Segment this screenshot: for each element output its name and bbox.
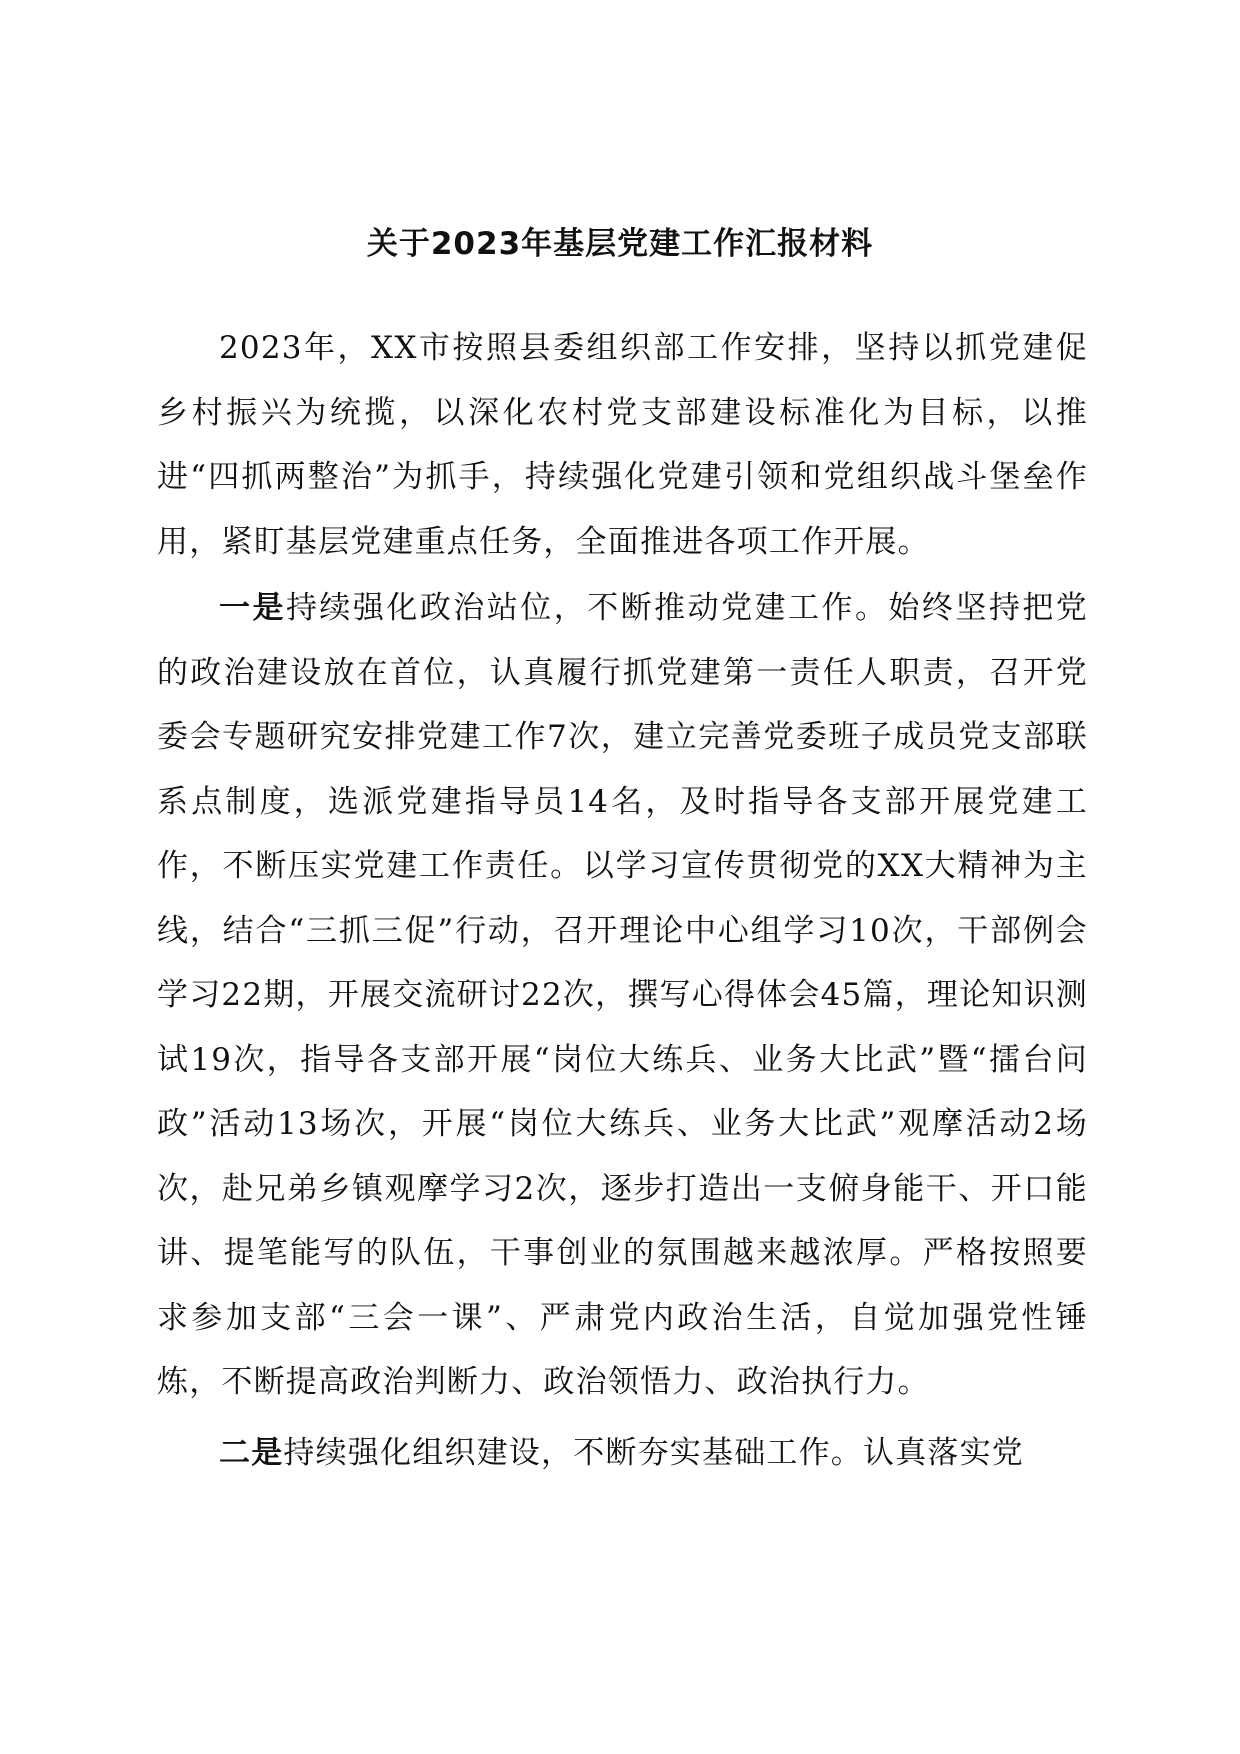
paragraph-lead: 一是 <box>219 590 286 626</box>
paragraph-text: 持续强化政治站位，不断推动党建工作。始终坚持把党的政治建设放在首位，认真履行抓党建第一责任人职责，召开党委会专题研究安排党建工作7次，建立完善党委班子成员党支部联系点制度，选派党建指导员14名，及时指导各支部开展党建工作，不断压实党建工作责任。以学习宣传贯彻党的XX大精神为主线，结合“三抓三促”行动，召开理论中心组学习10次，干部例会学习22期，开展交流研讨22次，撰写心得体会45篇，理论知识测试19次，指导各支部开展“岗位大练兵、业务大比武”暨“擂台问政”活动13场次，开展“岗位大练兵、业务大比武”观摩活动2场次，赴兄弟乡镇观摩学习2次，逐步打造出一支俯身能干、开口能讲、提笔能写的队伍，干事创业的氛围越来越浓厚。严格按照要求参加支部“三会一课”、严肃党内政治生活，自觉加强党性锤炼，不断提高政治判断力、政治领悟力、政治执行力。 <box>157 590 1088 1400</box>
paragraph-intro <box>157 316 1088 574</box>
document-title: 关于2023年基层党建工作汇报材料 <box>366 226 874 262</box>
paragraph-text: 2023年，XX市按照县委组织部工作安排，坚持以抓党建促乡村振兴为统揽，以深化农村党支部建设标准化为目标，以推进“四抓两整治”为抓手，持续强化党建引领和党组织战斗堡垒作用，紧盯基层党建重点任务，全面推进各项工作开展。 <box>157 330 1088 560</box>
paragraph-point-one <box>157 576 1088 1415</box>
document-body <box>157 316 1088 1485</box>
paragraph-point-two <box>157 1421 1088 1486</box>
paragraph-text: 持续强化组织建设，不断夯实基础工作。认真落实党 <box>283 1434 1025 1471</box>
paragraph-lead: 二是 <box>219 1434 284 1471</box>
